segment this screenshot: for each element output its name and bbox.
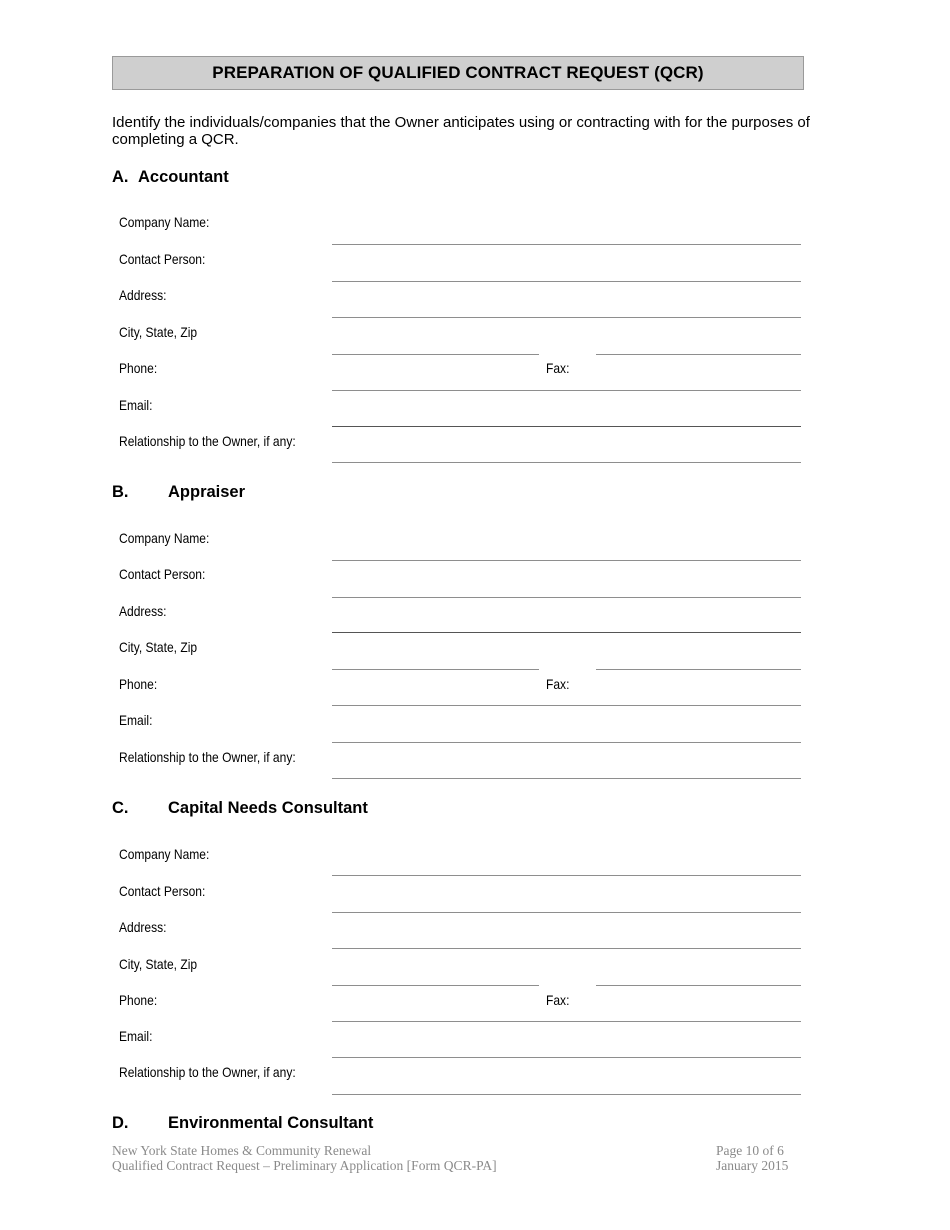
phone-fax-field[interactable] [332,1021,801,1022]
page-number: Page 10 of 6 [716,1143,784,1158]
email-label: Email: [119,397,153,413]
contact-person-field[interactable] [332,281,801,282]
contact-person-label: Contact Person: [119,566,206,582]
footer-form-name: Qualified Contract Request – Preliminary Application [Form QCR-PA] [112,1158,497,1173]
contact-person-label: Contact Person: [119,251,206,267]
company-name-label: Company Name: [119,846,210,862]
company-name-field[interactable] [332,560,801,561]
footer-right [716,1143,836,1173]
city-state-zip-label: City, State, Zip [119,639,198,655]
address-label: Address: [119,603,167,619]
city-state-zip-field-2[interactable] [596,985,801,986]
city-state-zip-label: City, State, Zip [119,956,198,972]
section-letter: B. [112,483,129,501]
city-state-zip-field[interactable] [332,985,539,986]
section-title: Capital Needs Consultant [168,799,368,817]
city-state-zip-field-2[interactable] [596,669,801,670]
address-field[interactable] [332,948,801,949]
section-d-heading [112,1114,512,1134]
phone-fax-field[interactable] [332,705,801,706]
relationship-field[interactable] [332,1094,801,1095]
footer-left [112,1143,672,1173]
section-title: Appraiser [168,483,246,501]
phone-label: Phone: [119,676,158,692]
email-label: Email: [119,712,153,728]
relationship-label: Relationship to the Owner, if any: [119,749,296,765]
address-field[interactable] [332,317,801,318]
section-title: Accountant [138,168,229,186]
fax-label: Fax: [546,360,570,376]
relationship-field[interactable] [332,778,801,779]
email-label: Email: [119,1028,153,1044]
fax-label: Fax: [546,676,570,692]
city-state-zip-field-2[interactable] [596,354,801,355]
phone-label: Phone: [119,992,158,1008]
contact-person-field[interactable] [332,597,801,598]
relationship-label: Relationship to the Owner, if any: [119,1064,296,1080]
relationship-label: Relationship to the Owner, if any: [119,433,296,449]
section-title: Environmental Consultant [168,1114,374,1132]
email-field[interactable] [332,742,801,743]
page-title: PREPARATION OF QUALIFIED CONTRACT REQUEST (QCR) [112,56,804,90]
city-state-zip-field[interactable] [332,669,539,670]
section-b-heading [112,483,412,503]
company-name-field[interactable] [332,244,801,245]
city-state-zip-label: City, State, Zip [119,324,198,340]
address-label: Address: [119,919,167,935]
email-field[interactable] [332,1057,801,1058]
phone-fax-field[interactable] [332,390,801,391]
address-field[interactable] [332,632,801,633]
company-name-label: Company Name: [119,530,210,546]
footer-date: January 2015 [716,1158,789,1173]
relationship-field[interactable] [332,462,801,463]
company-name-field[interactable] [332,875,801,876]
contact-person-label: Contact Person: [119,883,206,899]
phone-label: Phone: [119,360,158,376]
contact-person-field[interactable] [332,912,801,913]
email-field[interactable] [332,426,801,427]
section-c-heading [112,799,512,819]
fax-label: Fax: [546,992,570,1008]
intro-text: Identify the individuals/companies that the Owner anticipates using or contracting with for the purposes of completing a QCR. [112,114,810,148]
city-state-zip-field[interactable] [332,354,539,355]
section-letter: D. [112,1114,129,1132]
footer-org: New York State Homes & Community Renewal [112,1143,372,1158]
section-a-heading [112,168,412,188]
section-letter: A. [112,168,129,186]
section-letter: C. [112,799,129,817]
address-label: Address: [119,287,167,303]
company-name-label: Company Name: [119,214,210,230]
